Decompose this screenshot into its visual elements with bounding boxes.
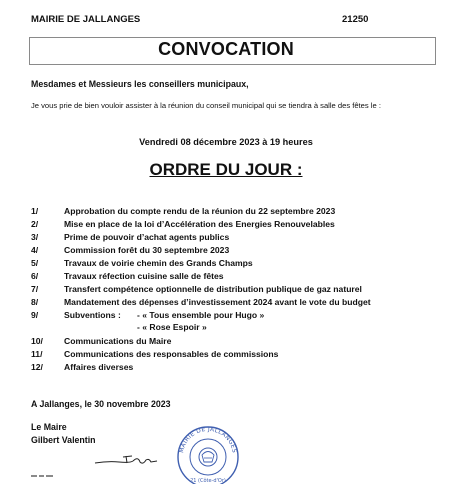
- agenda-item-text: Communications des responsables de commissions: [64, 349, 279, 359]
- document-title: CONVOCATION: [158, 39, 294, 59]
- agenda-item: [31, 297, 371, 307]
- agenda-item-number: 3/: [31, 232, 39, 242]
- place-date: A Jallanges, le 30 novembre 2023: [31, 399, 171, 409]
- agenda-item: [31, 362, 133, 372]
- mairie-name: MAIRIE DE JALLANGES: [31, 14, 141, 25]
- subvention-item: - « Tous ensemble pour Hugo »: [137, 310, 265, 320]
- agenda-item: [31, 349, 278, 359]
- subvention-item: - « Rose Espoir »: [137, 322, 207, 332]
- agenda-item-number: 9/: [31, 310, 39, 320]
- agenda-item-number: 6/: [31, 271, 39, 281]
- svg-text:MAIRIE DE JALLANGES: MAIRIE DE JALLANGES: [178, 425, 238, 454]
- signatory-title: Le Maire: [31, 422, 67, 432]
- agenda-item-number: 1/: [31, 206, 39, 216]
- agenda-item-text: Communications du Maire: [64, 336, 172, 346]
- agenda-item-number: 5/: [31, 258, 39, 268]
- agenda-item: [31, 284, 362, 294]
- agenda-item: [31, 310, 121, 320]
- agenda-item-number: 11/: [31, 349, 43, 359]
- agenda-item-text: Transfert compétence optionnelle de distribution publique de gaz naturel: [64, 284, 362, 294]
- agenda-item-number: 10/: [31, 336, 43, 346]
- agenda-title: ORDRE DU JOUR :: [149, 160, 303, 179]
- agenda-item-text: Prime de pouvoir d’achat agents publics: [64, 232, 230, 242]
- postal-code: 21250: [342, 14, 369, 25]
- footer-scrap-mark: [31, 474, 53, 478]
- agenda-item-text: Mise en place de la loi d’Accélération des Energies Renouvelables: [64, 219, 335, 229]
- agenda-item: [31, 271, 224, 281]
- agenda-item-text: Approbation du compte rendu de la réunion du 22 septembre 2023: [64, 206, 336, 216]
- agenda-item-text: Travaux de voirie chemin des Grands Champs: [64, 258, 253, 268]
- agenda-item: [31, 258, 253, 268]
- signatory-name: Gilbert Valentin: [31, 435, 96, 445]
- agenda-item: [31, 232, 229, 242]
- mairie-seal-stamp: [175, 424, 241, 484]
- agenda-item-number: 2/: [31, 219, 39, 229]
- agenda-item-text: Travaux réfection cuisine salle de fêtes: [64, 271, 224, 281]
- agenda-item-number: 4/: [31, 245, 39, 255]
- agenda-item-number: 8/: [31, 297, 39, 307]
- agenda-item: [31, 219, 335, 229]
- agenda-item: [31, 206, 335, 216]
- agenda-item: [31, 336, 171, 346]
- intro-paragraph: Je vous prie de bien vouloir assister à la réunion du conseil municipal qui se tiendra à salle des fêtes le :: [31, 101, 381, 110]
- agenda-item: [31, 245, 229, 255]
- agenda-item-number: 7/: [31, 284, 39, 294]
- agenda-item-text: Affaires diverses: [64, 362, 134, 372]
- agenda-item-text: Mandatement des dépenses d’investissement 2024 avant le vote du budget: [64, 297, 371, 307]
- salutation: Mesdames et Messieurs les conseillers municipaux,: [31, 79, 249, 89]
- agenda-item-text: Subventions :: [64, 310, 121, 320]
- agenda-item-number: 12/: [31, 362, 43, 372]
- handwritten-signature: [93, 450, 165, 470]
- meeting-date: Vendredi 08 décembre 2023 à 19 heures: [139, 137, 313, 147]
- agenda-item-text: Commission forêt du 30 septembre 2023: [64, 245, 230, 255]
- svg-text:21 (Côte-d'Or): 21 (Côte-d'Or): [190, 478, 226, 484]
